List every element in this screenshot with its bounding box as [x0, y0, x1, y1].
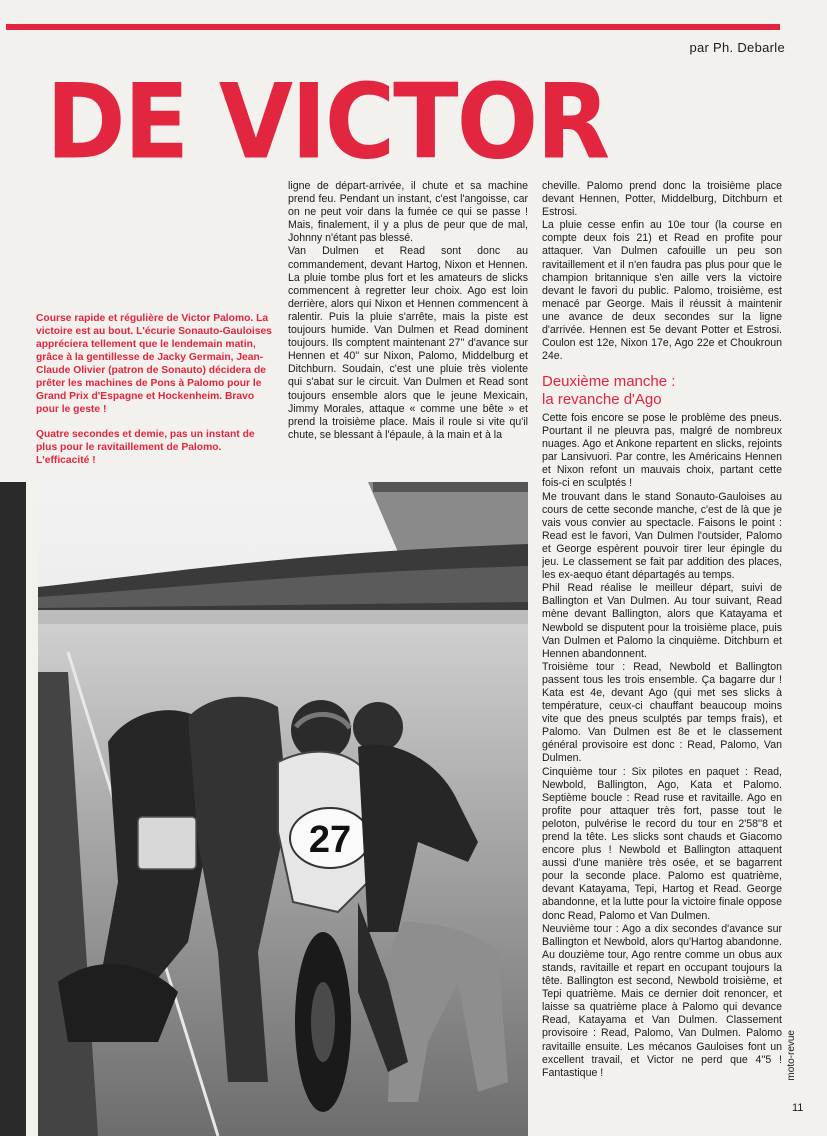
- magazine-name: moto-revue: [786, 1030, 797, 1081]
- headline: DE VICTOR: [46, 61, 609, 183]
- paragraph: La pluie cesse enfin au 10e tour (la course en compte deux fois 21) et Read en profite pour attaquer. Van Dulmen cafouille un peu son ravitaillement et il n'en faudra pas plus pour que le champion britannique s'en aille vers la victoire devant le favori du public. Palomo, troisième, est menacé par George. Mais il réussit à maintenir une avance de deux secondes sur la ligne d'arrivée. Hennen est 5e devant Potter et Estrosi. Coulon est 12e, Nixon 17e, Ago 22e et Choukroun 24e.: [542, 219, 782, 363]
- byline: par Ph. Debarle: [689, 40, 785, 55]
- paragraph: Me trouvant dans le stand Sonauto-Gauloises au cours de cette seconde manche, c'est de là que je vais vous convier au spectacle. Faisons le point : Read est le favori, Van Dulmen l'outsider, Palomo et George espèrent pouvoir tirer leur épingle du jeu. Le classement se fait par addition des places, les ex-aequo étant départagés au temps.: [542, 490, 782, 582]
- intro-caption: [36, 312, 276, 479]
- article-column-1: [288, 180, 528, 468]
- paragraph: Cinquième tour : Six pilotes en paquet : Read, Newbold, Ballington, Ago, Kata et Palomo. Septième boucle : Read ruse et ravitaille. Ago en profite pour attaquer très fort, passe tout le peloton, pulvérise le record du tour en 2'58''8 et prend la tête. Les slicks sont chauds et Giacomo encore plus ! Newbold et Ballington attaquent aussi d'une manière très osée, et se bagarrent pour la seconde place. Palomo est quatrième, devant Katayama, Tepi, Hartog et Read. George abandonne, et la lutte pour la victoire finale oppose donc Read, Palomo et Van Dulmen.: [542, 765, 782, 922]
- paragraph: Phil Read réalise le meilleur départ, suivi de Ballington et Van Dulmen. Au tour suivant, Read mène devant Ballington, alors que Katayama et Newbold se disputent pour la troisième place, puis Van Dulmen et Palomo la cinquième. Ditchburn et Hennen abandonnent.: [542, 582, 782, 660]
- subhead-line: Deuxième manche :: [542, 373, 676, 391]
- paragraph: Cette fois encore se pose le problème des pneus. Pourtant il ne pleuvra pas, malgré de nombreux nuages. Ago et Ankone repartent en slicks, rejoints par Lansivuori. Par contre, les Américains Hennen et Nixon refont un mauvais choix, partant cette fois-ci en sculptés !: [542, 412, 782, 490]
- intro-paragraph: Quatre secondes et demie, pas un instant de plus pour le ravitaillement de Palomo. L'efficacité !: [36, 429, 255, 466]
- subhead-line: la revanche d'Ago: [542, 391, 662, 409]
- paragraph: Troisième tour : Read, Newbold et Ballington passent tous les trois ensemble. Ça bagarre dur ! Kata est 4e, devant Ago (qui met ses slicks à température, ceux-ci chauffant beaucoup moins vite que des pneus sculptés par temps frais), et Palomo. Van Dulmen est 8e et le classement général provisoire est donc : Read, Palomo, Van Dulmen.: [542, 660, 782, 765]
- page-number: 11: [792, 1102, 804, 1114]
- top-rule: [6, 24, 780, 30]
- adjacent-page-strip: [0, 482, 26, 1136]
- article-column-3: [542, 412, 782, 1118]
- section-subhead: [542, 373, 782, 409]
- paragraph: Neuvième tour : Ago a dix secondes d'avance sur Ballington et Newbold, alors qu'Hartog abandonne. Au douzième tour, Ago rentre comme un obus aux stands, ravitaille et repart en occupant toujours la tête. Ballington est second, Newbold troisième, et Tepi quatrième. Mais ce dernier doit renoncer, et laisse sa quatrième place à Palomo qui devance Read, Katayama et Van Dulmen. Classement provisoire : Read, Palomo, Van Dulmen. Palomo ravitaille ensuite. Les mécanos Gauloises font un excellent travail, et Victor ne perd que 4''5 ! Fantastique !: [542, 922, 782, 1079]
- paragraph: cheville. Palomo prend donc la troisième place devant Hennen, Potter, Middelburg, Ditchburn et Estrosi.: [542, 180, 782, 219]
- paragraph: ligne de départ-arrivée, il chute et sa machine prend feu. Pendant un instant, c'est l'angoisse, car on ne peut voir dans la fumée ce qui se passe ! Mais, finalement, il y a plus de peur que de mal, Johnny n'étant pas blessé.: [288, 180, 528, 245]
- paragraph: Van Dulmen et Read sont donc au commandement, devant Hartog, Nixon et Hennen. La pluie tombe plus fort et les amateurs de slicks commencent à regretter leur choix. Ago est loin derrière, alors qui Nixon et Hennen commencent à ralentir. Puis la pluie s'arrête, mais la piste est toujours humide. Van Dulmen et Read dominent toujours. Ils comptent maintenant 27'' d'avance sur Hennen et 40'' sur Nixon, Palomo, Middelburg et Ditchburn. Soudain, c'est une pluie très violente qui s'abat sur le circuit. Van Dulmen et Read sont toujours ensemble alors que le jeune Mexicain, Jimmy Morales, attaque « comme une bête » et prend la troisième place. Mais il roule si vite qu'il chute, se blessant à l'épaule, à la main et à la: [288, 245, 528, 441]
- pit-stop-photo: [38, 482, 528, 1136]
- photo-illustration: [38, 482, 528, 1136]
- article-column-2: [542, 180, 782, 417]
- intro-paragraph: Course rapide et régulière de Victor Palomo. La victoire est au bout. L'écurie Sonauto-Gauloises appréciera tellement que le lendemain matin, grâce à la gentillesse de Jacky Germain, Jean-Claude Olivier (patron de Sonauto) décidera de prêter les machines de Pons à Palomo pour le Grand Prix d'Espagne et Hockenheim. Bravo pour le geste !: [36, 313, 272, 415]
- bike-number: 27: [308, 819, 352, 861]
